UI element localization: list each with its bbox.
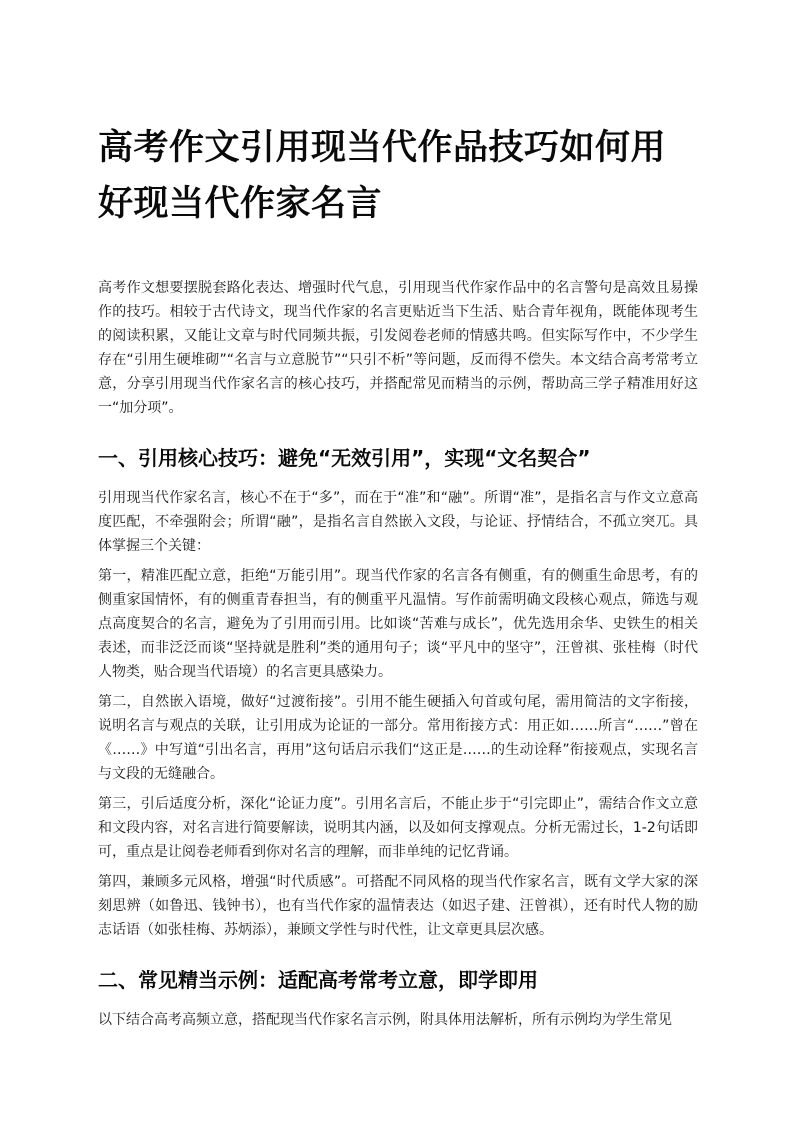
intro-section: [98, 276, 698, 420]
technique-paragraph-4: 第四，兼顾多元风格，增强“时代质感”。可搭配不同风格的现当代作家名言，既有文学大家的深刻思辨（如鲁迅、钱钟书），也有当代作家的温情表达（如迟子建、汪曾祺），还有时代人物的励志话语（如张桂梅、苏炳添），兼顾文学性与时代性，让文章更具层次感。: [98, 874, 698, 938]
page-title: 高考作文引用现当代作品技巧如何用好现当代作家名言: [98, 128, 667, 224]
section1-lead-paragraph: 引用现当代作家名言，核心不在于“多”，而在于“准”和“融”。所谓“准”，是指名言与作文立意高度匹配，不牵强附会；所谓“融”，是指名言自然嵌入文段，与论证、抒情结合，不孤立突兀。具体掌握三个关键：: [98, 490, 698, 554]
technique-paragraph-3: 第三，引后适度分析，深化“论证力度”。引用名言后，不能止步于“引完即止”，需结合作文立意和文段内容，对名言进行简要解读，说明其内涵，以及如何支撑观点。分析无需过长，1-2句话即可，重点是让阅卷老师看到你对名言的理解，而非单纯的记忆背诵。: [98, 796, 698, 860]
intro-paragraph: 高考作文想要摆脱套路化表达、增强时代气息，引用现当代作家作品中的名言警句是高效且易操作的技巧。相较于古代诗文，现当代作家的名言更贴近当下生活、贴合青年视角，既能体现考生的阅读积累，又能让文章与时代同频共振，引发阅卷老师的情感共鸣。但实际写作中，不少学生存在“引用生硬堆砌”“名言与立意脱节”“只引不析”等问题，反而得不偿失。本文结合高考常考立意，分享引用现当代作家名言的核心技巧，并搭配常见而精当的示例，帮助高三学子精准用好这一“加分项”。: [98, 280, 698, 416]
section2-lead-paragraph: 以下结合高考高频立意，搭配现当代作家名言示例，附具体用法解析，所有示例均为学生常见: [98, 1012, 672, 1028]
section-examples: [98, 966, 698, 1032]
section-core-techniques: [98, 444, 698, 942]
section-heading-1: 一、引用核心技巧：避免“无效引用”，实现“文名契合”: [98, 446, 591, 470]
technique-paragraph-1: 第一，精准匹配立意，拒绝“万能引用”。现当代作家的名言各有侧重，有的侧重生命思考，有的侧重家国情怀，有的侧重青春担当，有的侧重平凡温情。写作前需明确文段核心观点，筛选与观点高度契合的名言，避免为了引用而引用。比如谈“苦难与成长”，优先选用余华、史铁生的相关表述，而非泛泛而谈“坚持就是胜利”类的通用句子；谈“平凡中的坚守”，汪曾祺、张桂梅（时代人物类，贴合现当代语境）的名言更具感染力。: [98, 568, 698, 680]
section-heading-2: 二、常见精当示例：适配高考常考立意，即学即用: [98, 968, 538, 992]
technique-paragraph-2: 第二，自然嵌入语境，做好“过渡衔接”。引用不能生硬插入句首或句尾，需用简洁的文字衔接，说明名言与观点的关联，让引用成为论证的一部分。常用衔接方式：用正如……所言“……”曾在《……》中写道“引出名言，再用”这句话启示我们“这正是……的生动诠释”衔接观点，实现名言与文段的无缝融合。: [98, 694, 698, 782]
